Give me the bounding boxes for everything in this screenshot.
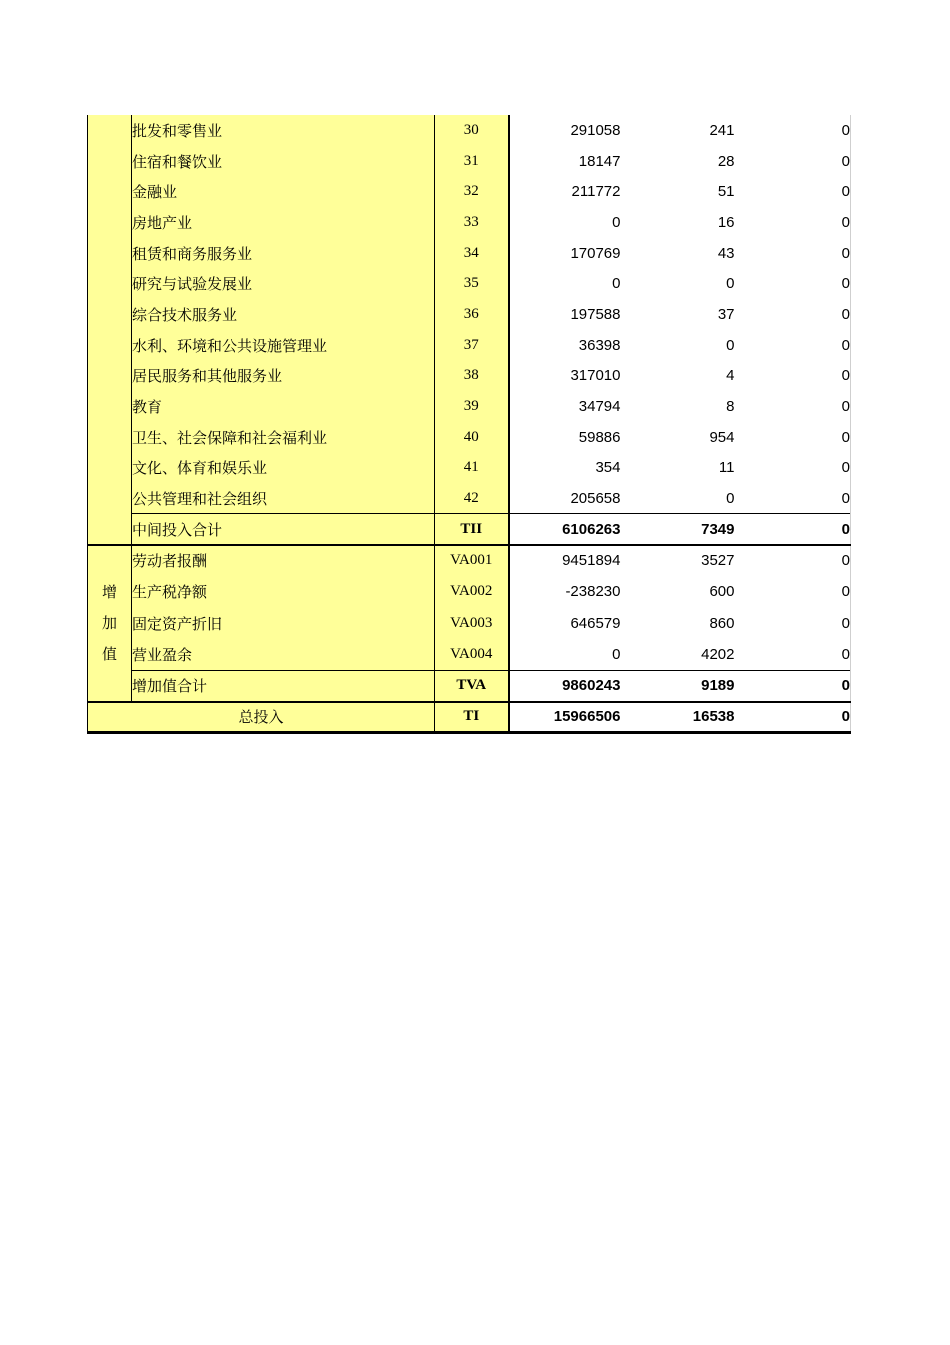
table-row: [88, 483, 851, 514]
value-col-3: 0: [735, 268, 851, 299]
value-col-1: 59886: [578, 428, 621, 446]
sector-code: 38: [435, 361, 509, 392]
total-code: TII: [435, 514, 509, 545]
table-row: [88, 576, 851, 607]
table-row: [88, 146, 851, 177]
value-col-1: 0: [612, 645, 621, 663]
sector-code: VA004: [435, 639, 509, 670]
sector-name: 公共管理和社会组织: [132, 483, 435, 514]
total-value-1: 9860243: [509, 670, 621, 701]
value-col-1: 0: [612, 213, 621, 231]
grand-total-value-3: 0: [735, 702, 851, 733]
table-row: [88, 268, 851, 299]
total-label: 中间投入合计: [132, 514, 435, 545]
value-col-1: -238230: [565, 583, 621, 601]
value-col-2: 28: [717, 152, 735, 170]
value-col-3: 0: [735, 238, 851, 269]
sector-code: 39: [435, 391, 509, 422]
group-char: 值: [101, 644, 117, 663]
value-col-1: 205658: [570, 489, 621, 507]
sector-code: 35: [435, 268, 509, 299]
sector-code: 33: [435, 207, 509, 238]
value-col-1: 211772: [571, 183, 621, 201]
value-col-3: 0: [735, 207, 851, 238]
table-row: [88, 115, 851, 146]
grand-total-row: [88, 702, 851, 733]
value-col-1: 170769: [570, 244, 621, 262]
grand-total-value-1: 15966506: [509, 702, 621, 733]
value-col-1: 36398: [578, 336, 621, 354]
sector-code: 41: [435, 453, 509, 484]
sector-code: 32: [435, 176, 509, 207]
table-row: [88, 607, 851, 638]
sector-name: 租赁和商务服务业: [132, 238, 435, 269]
value-col-3: 0: [735, 453, 851, 484]
value-col-2: 16: [717, 213, 735, 231]
intermediate-total-row: [88, 514, 851, 545]
value-col-1: 18147: [578, 152, 621, 170]
input-output-table: [87, 115, 851, 734]
total-label: 增加值合计: [132, 670, 435, 701]
value-col-1: 9451894: [509, 545, 621, 576]
value-col-2: 3527: [621, 545, 735, 576]
total-value-2: 9189: [621, 670, 735, 701]
value-col-2: 51: [717, 183, 735, 201]
value-col-2: 600: [709, 583, 735, 601]
total-code: TVA: [435, 670, 509, 701]
sector-name: 生产税净额: [132, 576, 435, 607]
value-added-group-label: [88, 545, 132, 702]
value-col-1: 646579: [570, 614, 621, 632]
sector-name: 综合技术服务业: [132, 299, 435, 330]
sector-code: 42: [435, 483, 509, 514]
sector-name: 营业盈余: [132, 639, 435, 670]
table-row: [88, 207, 851, 238]
value-col-3: 0: [735, 361, 851, 392]
table-row: [88, 453, 851, 484]
value-col-2: 954: [709, 428, 735, 446]
intermediate-group-cell: [88, 115, 132, 545]
value-col-1: 0: [612, 275, 621, 293]
value-col-2: 37: [717, 305, 735, 323]
value-col-2: 860: [709, 614, 735, 632]
sector-name: 批发和零售业: [132, 115, 435, 146]
value-col-3: 0: [735, 330, 851, 361]
total-value-3: 0: [735, 670, 851, 701]
sector-name: 住宿和餐饮业: [132, 146, 435, 177]
grand-total-value-2: 16538: [621, 702, 735, 733]
sector-name: 金融业: [132, 176, 435, 207]
value-col-1: 317010: [570, 367, 621, 385]
value-col-3: 0: [735, 422, 851, 453]
value-col-2: 11: [718, 459, 735, 477]
table-row: [88, 391, 851, 422]
sector-name: 居民服务和其他服务业: [132, 361, 435, 392]
sector-code: VA001: [435, 545, 509, 576]
sector-code: 30: [435, 115, 509, 146]
value-col-2: 0: [726, 275, 735, 293]
sector-code: 37: [435, 330, 509, 361]
value-col-3: 0: [735, 115, 851, 146]
value-added-total-row: [88, 670, 851, 701]
sector-code: 31: [435, 146, 509, 177]
table-row: [88, 361, 851, 392]
value-col-3: 0: [735, 576, 851, 607]
total-value-3: 0: [735, 514, 851, 545]
table-row: [88, 299, 851, 330]
sector-code: 40: [435, 422, 509, 453]
value-col-2: 0: [726, 336, 735, 354]
value-col-2: 43: [717, 244, 735, 262]
sector-code: VA003: [435, 607, 509, 638]
table-row: [88, 639, 851, 670]
sector-name: 劳动者报酬: [132, 545, 435, 576]
sector-code: 34: [435, 238, 509, 269]
value-col-3: 0: [735, 176, 851, 207]
value-col-3: 0: [735, 299, 851, 330]
sector-name: 房地产业: [132, 207, 435, 238]
sector-code: 36: [435, 299, 509, 330]
table-row: [88, 330, 851, 361]
total-value-1: 6106263: [509, 514, 621, 545]
value-col-3: 0: [735, 146, 851, 177]
value-col-2: 4202: [701, 645, 735, 663]
value-col-1: 34794: [578, 398, 621, 416]
sector-code: VA002: [435, 576, 509, 607]
value-col-3: 0: [735, 607, 851, 638]
value-col-3: 0: [735, 639, 851, 670]
value-col-1: 197588: [570, 305, 621, 323]
value-col-2: 241: [709, 121, 735, 139]
sector-name: 卫生、社会保障和社会福利业: [132, 422, 435, 453]
table-row: [88, 176, 851, 207]
table-row: [88, 422, 851, 453]
total-value-2: 7349: [621, 514, 735, 545]
value-col-3: 0: [735, 391, 851, 422]
value-col-1: 354: [595, 459, 621, 477]
value-col-1: 291058: [570, 121, 621, 139]
sector-name: 水利、环境和公共设施管理业: [132, 330, 435, 361]
group-char: 加: [101, 613, 117, 632]
sector-name: 研究与试验发展业: [132, 268, 435, 299]
table-row: [88, 545, 851, 576]
group-char: 增: [101, 582, 117, 601]
sector-name: 文化、体育和娱乐业: [132, 453, 435, 484]
value-col-3: 0: [735, 545, 851, 576]
table-row: [88, 238, 851, 269]
grand-total-code: TI: [435, 702, 509, 733]
value-col-2: 0: [726, 489, 735, 507]
sector-name: 固定资产折旧: [132, 607, 435, 638]
value-col-2: 4: [726, 367, 735, 385]
value-col-3: 0: [735, 483, 851, 514]
grand-total-label: 总投入: [88, 702, 435, 733]
sector-name: 教育: [132, 391, 435, 422]
value-col-2: 8: [726, 398, 735, 416]
